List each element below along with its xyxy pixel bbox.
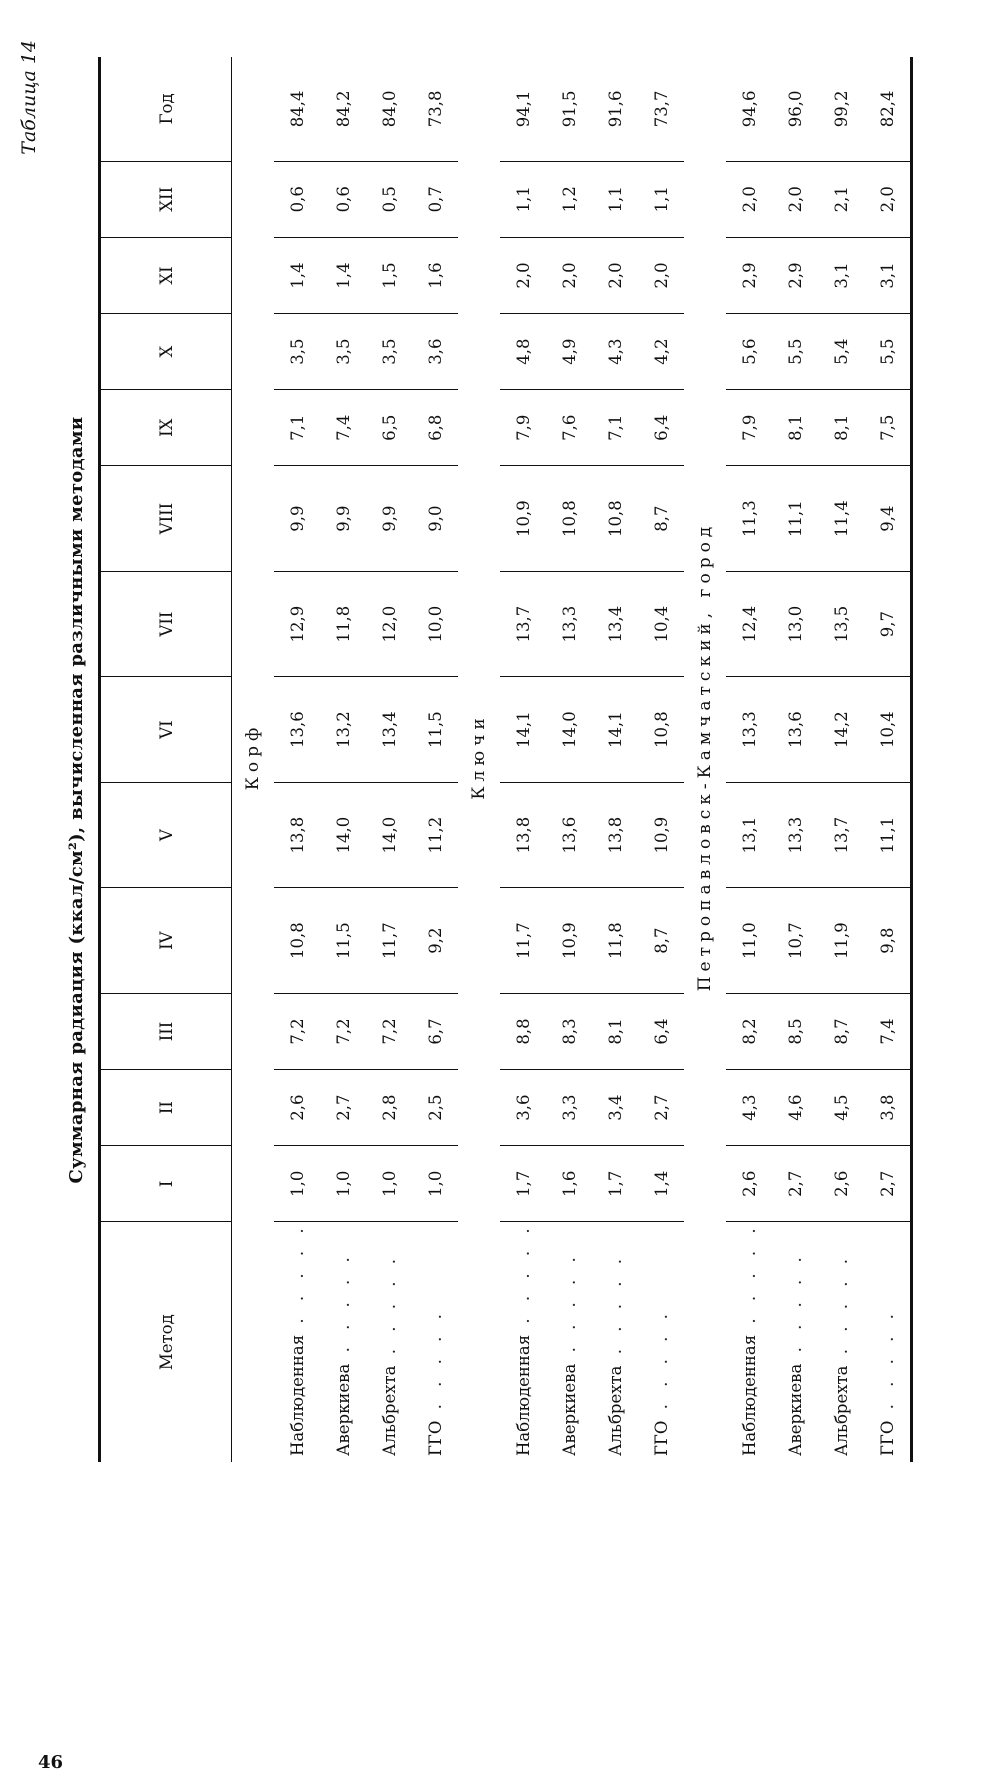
month-value-cell: 11,5 [320,888,366,994]
month-value-cell: 3,1 [818,237,864,313]
method-cell [546,1222,592,1462]
month-value-cell: 13,8 [592,782,638,888]
method-cell [500,1222,546,1462]
month-value-cell: 12,9 [274,571,320,677]
leader-dots: . . . . . [513,1222,533,1335]
table-caption: Таблица 14 [18,40,40,155]
month-value-cell: 9,8 [864,888,912,994]
month-value-cell: 7,6 [546,390,592,466]
method-cell [638,1222,684,1462]
month-value-cell: 7,9 [500,390,546,466]
month-value-cell: 5,5 [864,314,912,390]
month-value-cell: 6,4 [638,390,684,466]
month-value-cell: 7,4 [320,390,366,466]
month-value-cell: 7,1 [274,390,320,466]
month-value-cell: 7,9 [726,390,772,466]
month-value-cell: 1,4 [274,237,320,313]
table-title: Суммарная радиация (ккал/см²), вычисленная различными методами [66,416,87,1184]
month-value-cell: 11,1 [864,782,912,888]
month-value-cell: 4,8 [500,314,546,390]
month-value-cell: 13,7 [818,782,864,888]
month-value-cell: 8,3 [546,993,592,1069]
month-value-cell: 11,7 [366,888,412,994]
column-header-month: II [100,1070,232,1146]
month-value-cell: 9,9 [274,466,320,572]
year-value-cell: 91,5 [546,57,592,161]
month-value-cell: 2,6 [818,1146,864,1222]
month-value-cell: 7,2 [320,993,366,1069]
section-title: Корф [243,722,263,791]
column-header-month: III [100,993,232,1069]
table-row [864,57,912,1462]
month-value-cell: 2,0 [592,237,638,313]
month-value-cell: 2,0 [726,161,772,237]
month-value-cell: 1,4 [320,237,366,313]
month-value-cell: 14,2 [818,677,864,783]
month-value-cell: 8,7 [638,466,684,572]
header-row [100,57,232,1462]
column-header-month: I [100,1146,232,1222]
method-cell [726,1222,772,1462]
method-cell [864,1222,912,1462]
month-value-cell: 2,7 [638,1070,684,1146]
year-value-cell: 94,1 [500,57,546,161]
column-header-month: XI [100,237,232,313]
month-value-cell: 10,9 [638,782,684,888]
month-value-cell: 6,4 [638,993,684,1069]
leader-dots: . . . . . [379,1253,399,1366]
month-value-cell: 1,7 [592,1146,638,1222]
month-value-cell: 3,4 [592,1070,638,1146]
month-value-cell: 14,1 [500,677,546,783]
month-value-cell: 10,4 [638,571,684,677]
method-cell [320,1222,366,1462]
column-header-month: IX [100,390,232,466]
table-row [726,57,772,1462]
section-row [684,57,726,1462]
month-value-cell: 13,6 [772,677,818,783]
leader-dots: . . . . . [739,1222,759,1335]
month-value-cell: 9,9 [320,466,366,572]
method-name: Альбрехта [605,1365,625,1456]
method-cell [818,1222,864,1462]
month-value-cell: 0,7 [412,161,458,237]
month-value-cell: 10,9 [500,466,546,572]
month-value-cell: 0,5 [366,161,412,237]
leader-dots: . . . . . [559,1251,579,1364]
section-row [458,57,500,1462]
month-value-cell: 10,9 [546,888,592,994]
method-cell [412,1222,458,1462]
month-value-cell: 13,2 [320,677,366,783]
leader-dots: . . . . . [605,1253,625,1366]
column-header-month: XII [100,161,232,237]
table-row [772,57,818,1462]
month-value-cell: 13,3 [726,677,772,783]
month-value-cell: 8,7 [638,888,684,994]
month-value-cell: 1,1 [592,161,638,237]
month-value-cell: 13,8 [500,782,546,888]
method-name: Альбрехта [831,1365,851,1456]
month-value-cell: 9,4 [864,466,912,572]
column-header-month: VIII [100,466,232,572]
table-row [500,57,546,1462]
month-value-cell: 2,7 [772,1146,818,1222]
month-value-cell: 1,0 [320,1146,366,1222]
month-value-cell: 6,7 [412,993,458,1069]
month-value-cell: 12,4 [726,571,772,677]
month-value-cell: 4,5 [818,1070,864,1146]
radiation-table [98,57,913,1462]
month-value-cell: 2,0 [864,161,912,237]
method-name: ГГО [877,1420,897,1456]
month-value-cell: 1,0 [366,1146,412,1222]
month-value-cell: 9,0 [412,466,458,572]
table-row [412,57,458,1462]
table-body [232,57,912,1462]
table-row [320,57,366,1462]
month-value-cell: 13,0 [772,571,818,677]
column-header-method: Метод [100,1222,232,1462]
month-value-cell: 5,6 [726,314,772,390]
column-header-year: Год [100,57,232,161]
column-header-month: VI [100,677,232,783]
month-value-cell: 8,8 [500,993,546,1069]
year-value-cell: 96,0 [772,57,818,161]
year-value-cell: 82,4 [864,57,912,161]
month-value-cell: 3,5 [320,314,366,390]
month-value-cell: 8,7 [818,993,864,1069]
month-value-cell: 7,1 [592,390,638,466]
method-name: ГГО [425,1420,445,1456]
month-value-cell: 3,6 [500,1070,546,1146]
method-name: Аверкиева [785,1363,805,1456]
month-value-cell: 9,9 [366,466,412,572]
page-number: 46 [38,1752,64,1773]
method-cell [592,1222,638,1462]
month-value-cell: 2,0 [638,237,684,313]
month-value-cell: 2,5 [412,1070,458,1146]
method-name: Аверкиева [333,1363,353,1456]
month-value-cell: 13,6 [546,782,592,888]
month-value-cell: 10,4 [864,677,912,783]
month-value-cell: 1,2 [546,161,592,237]
month-value-cell: 11,7 [500,888,546,994]
month-value-cell: 7,2 [366,993,412,1069]
method-cell [772,1222,818,1462]
month-value-cell: 2,9 [772,237,818,313]
month-value-cell: 3,8 [864,1070,912,1146]
month-value-cell: 2,7 [864,1146,912,1222]
year-value-cell: 91,6 [592,57,638,161]
month-value-cell: 2,1 [818,161,864,237]
month-value-cell: 11,8 [592,888,638,994]
year-value-cell: 84,2 [320,57,366,161]
month-value-cell: 14,0 [546,677,592,783]
method-cell [366,1222,412,1462]
section-title: Ключи [469,713,489,800]
table-row [638,57,684,1462]
month-value-cell: 5,5 [772,314,818,390]
method-cell [274,1222,320,1462]
month-value-cell: 14,0 [366,782,412,888]
method-name: ГГО [651,1420,671,1456]
method-name: Наблюденная [739,1334,759,1456]
year-value-cell: 84,0 [366,57,412,161]
leader-dots: . . . . . [831,1253,851,1366]
month-value-cell: 1,1 [500,161,546,237]
month-value-cell: 2,8 [366,1070,412,1146]
table-row [366,57,412,1462]
month-value-cell: 7,2 [274,993,320,1069]
year-value-cell: 84,4 [274,57,320,161]
year-value-cell: 94,6 [726,57,772,161]
month-value-cell: 10,8 [274,888,320,994]
table-row [592,57,638,1462]
month-value-cell: 10,8 [546,466,592,572]
leader-dots: . . . . . [785,1251,805,1364]
month-value-cell: 2,0 [500,237,546,313]
month-value-cell: 8,2 [726,993,772,1069]
month-value-cell: 4,3 [592,314,638,390]
month-value-cell: 2,9 [726,237,772,313]
method-name: Наблюденная [513,1334,533,1456]
month-value-cell: 11,5 [412,677,458,783]
leader-dots: . . . . . [425,1308,445,1421]
month-value-cell: 6,8 [412,390,458,466]
month-value-cell: 11,2 [412,782,458,888]
month-value-cell: 13,5 [818,571,864,677]
month-value-cell: 2,0 [546,237,592,313]
month-value-cell: 8,1 [772,390,818,466]
month-value-cell: 11,0 [726,888,772,994]
month-value-cell: 1,6 [412,237,458,313]
month-value-cell: 0,6 [320,161,366,237]
month-value-cell: 1,7 [500,1146,546,1222]
month-value-cell: 8,1 [592,993,638,1069]
month-value-cell: 1,0 [412,1146,458,1222]
month-value-cell: 2,6 [726,1146,772,1222]
month-value-cell: 1,0 [274,1146,320,1222]
month-value-cell: 13,3 [772,782,818,888]
table-row [546,57,592,1462]
month-value-cell: 4,2 [638,314,684,390]
month-value-cell: 0,6 [274,161,320,237]
month-value-cell: 11,1 [772,466,818,572]
leader-dots: . . . . . [651,1308,671,1421]
month-value-cell: 1,5 [366,237,412,313]
month-value-cell: 13,6 [274,677,320,783]
month-value-cell: 11,8 [320,571,366,677]
month-value-cell: 7,5 [864,390,912,466]
month-value-cell: 13,1 [726,782,772,888]
year-value-cell: 73,8 [412,57,458,161]
month-value-cell: 8,1 [818,390,864,466]
month-value-cell: 10,8 [592,466,638,572]
method-name: Аверкиева [559,1363,579,1456]
month-value-cell: 5,4 [818,314,864,390]
month-value-cell: 14,1 [592,677,638,783]
month-value-cell: 10,8 [638,677,684,783]
month-value-cell: 4,9 [546,314,592,390]
month-value-cell: 4,6 [772,1070,818,1146]
month-value-cell: 11,3 [726,466,772,572]
leader-dots: . . . . . [333,1251,353,1364]
year-value-cell: 73,7 [638,57,684,161]
table-row [274,57,320,1462]
leader-dots: . . . . . [877,1308,897,1421]
method-name: Альбрехта [379,1365,399,1456]
month-value-cell: 1,1 [638,161,684,237]
leader-dots: . . . . . [287,1222,307,1335]
month-value-cell: 14,0 [320,782,366,888]
month-value-cell: 4,3 [726,1070,772,1146]
column-header-month: IV [100,888,232,994]
month-value-cell: 3,5 [274,314,320,390]
column-header-month: VII [100,571,232,677]
month-value-cell: 2,0 [772,161,818,237]
table-row [818,57,864,1462]
section-row [232,57,275,1462]
month-value-cell: 9,7 [864,571,912,677]
section-title: Петропавловск-Камчатский, город [695,521,715,992]
month-value-cell: 3,1 [864,237,912,313]
month-value-cell: 13,3 [546,571,592,677]
year-value-cell: 99,2 [818,57,864,161]
month-value-cell: 2,7 [320,1070,366,1146]
month-value-cell: 3,3 [546,1070,592,1146]
month-value-cell: 10,7 [772,888,818,994]
method-name: Наблюденная [287,1334,307,1456]
month-value-cell: 13,4 [592,571,638,677]
month-value-cell: 10,0 [412,571,458,677]
month-value-cell: 3,6 [412,314,458,390]
column-header-month: X [100,314,232,390]
month-value-cell: 2,6 [274,1070,320,1146]
month-value-cell: 3,5 [366,314,412,390]
month-value-cell: 8,5 [772,993,818,1069]
column-header-month: V [100,782,232,888]
month-value-cell: 11,9 [818,888,864,994]
month-value-cell: 12,0 [366,571,412,677]
month-value-cell: 13,7 [500,571,546,677]
month-value-cell: 7,4 [864,993,912,1069]
month-value-cell: 1,6 [546,1146,592,1222]
month-value-cell: 13,4 [366,677,412,783]
month-value-cell: 9,2 [412,888,458,994]
month-value-cell: 11,4 [818,466,864,572]
month-value-cell: 13,8 [274,782,320,888]
month-value-cell: 1,4 [638,1146,684,1222]
month-value-cell: 6,5 [366,390,412,466]
